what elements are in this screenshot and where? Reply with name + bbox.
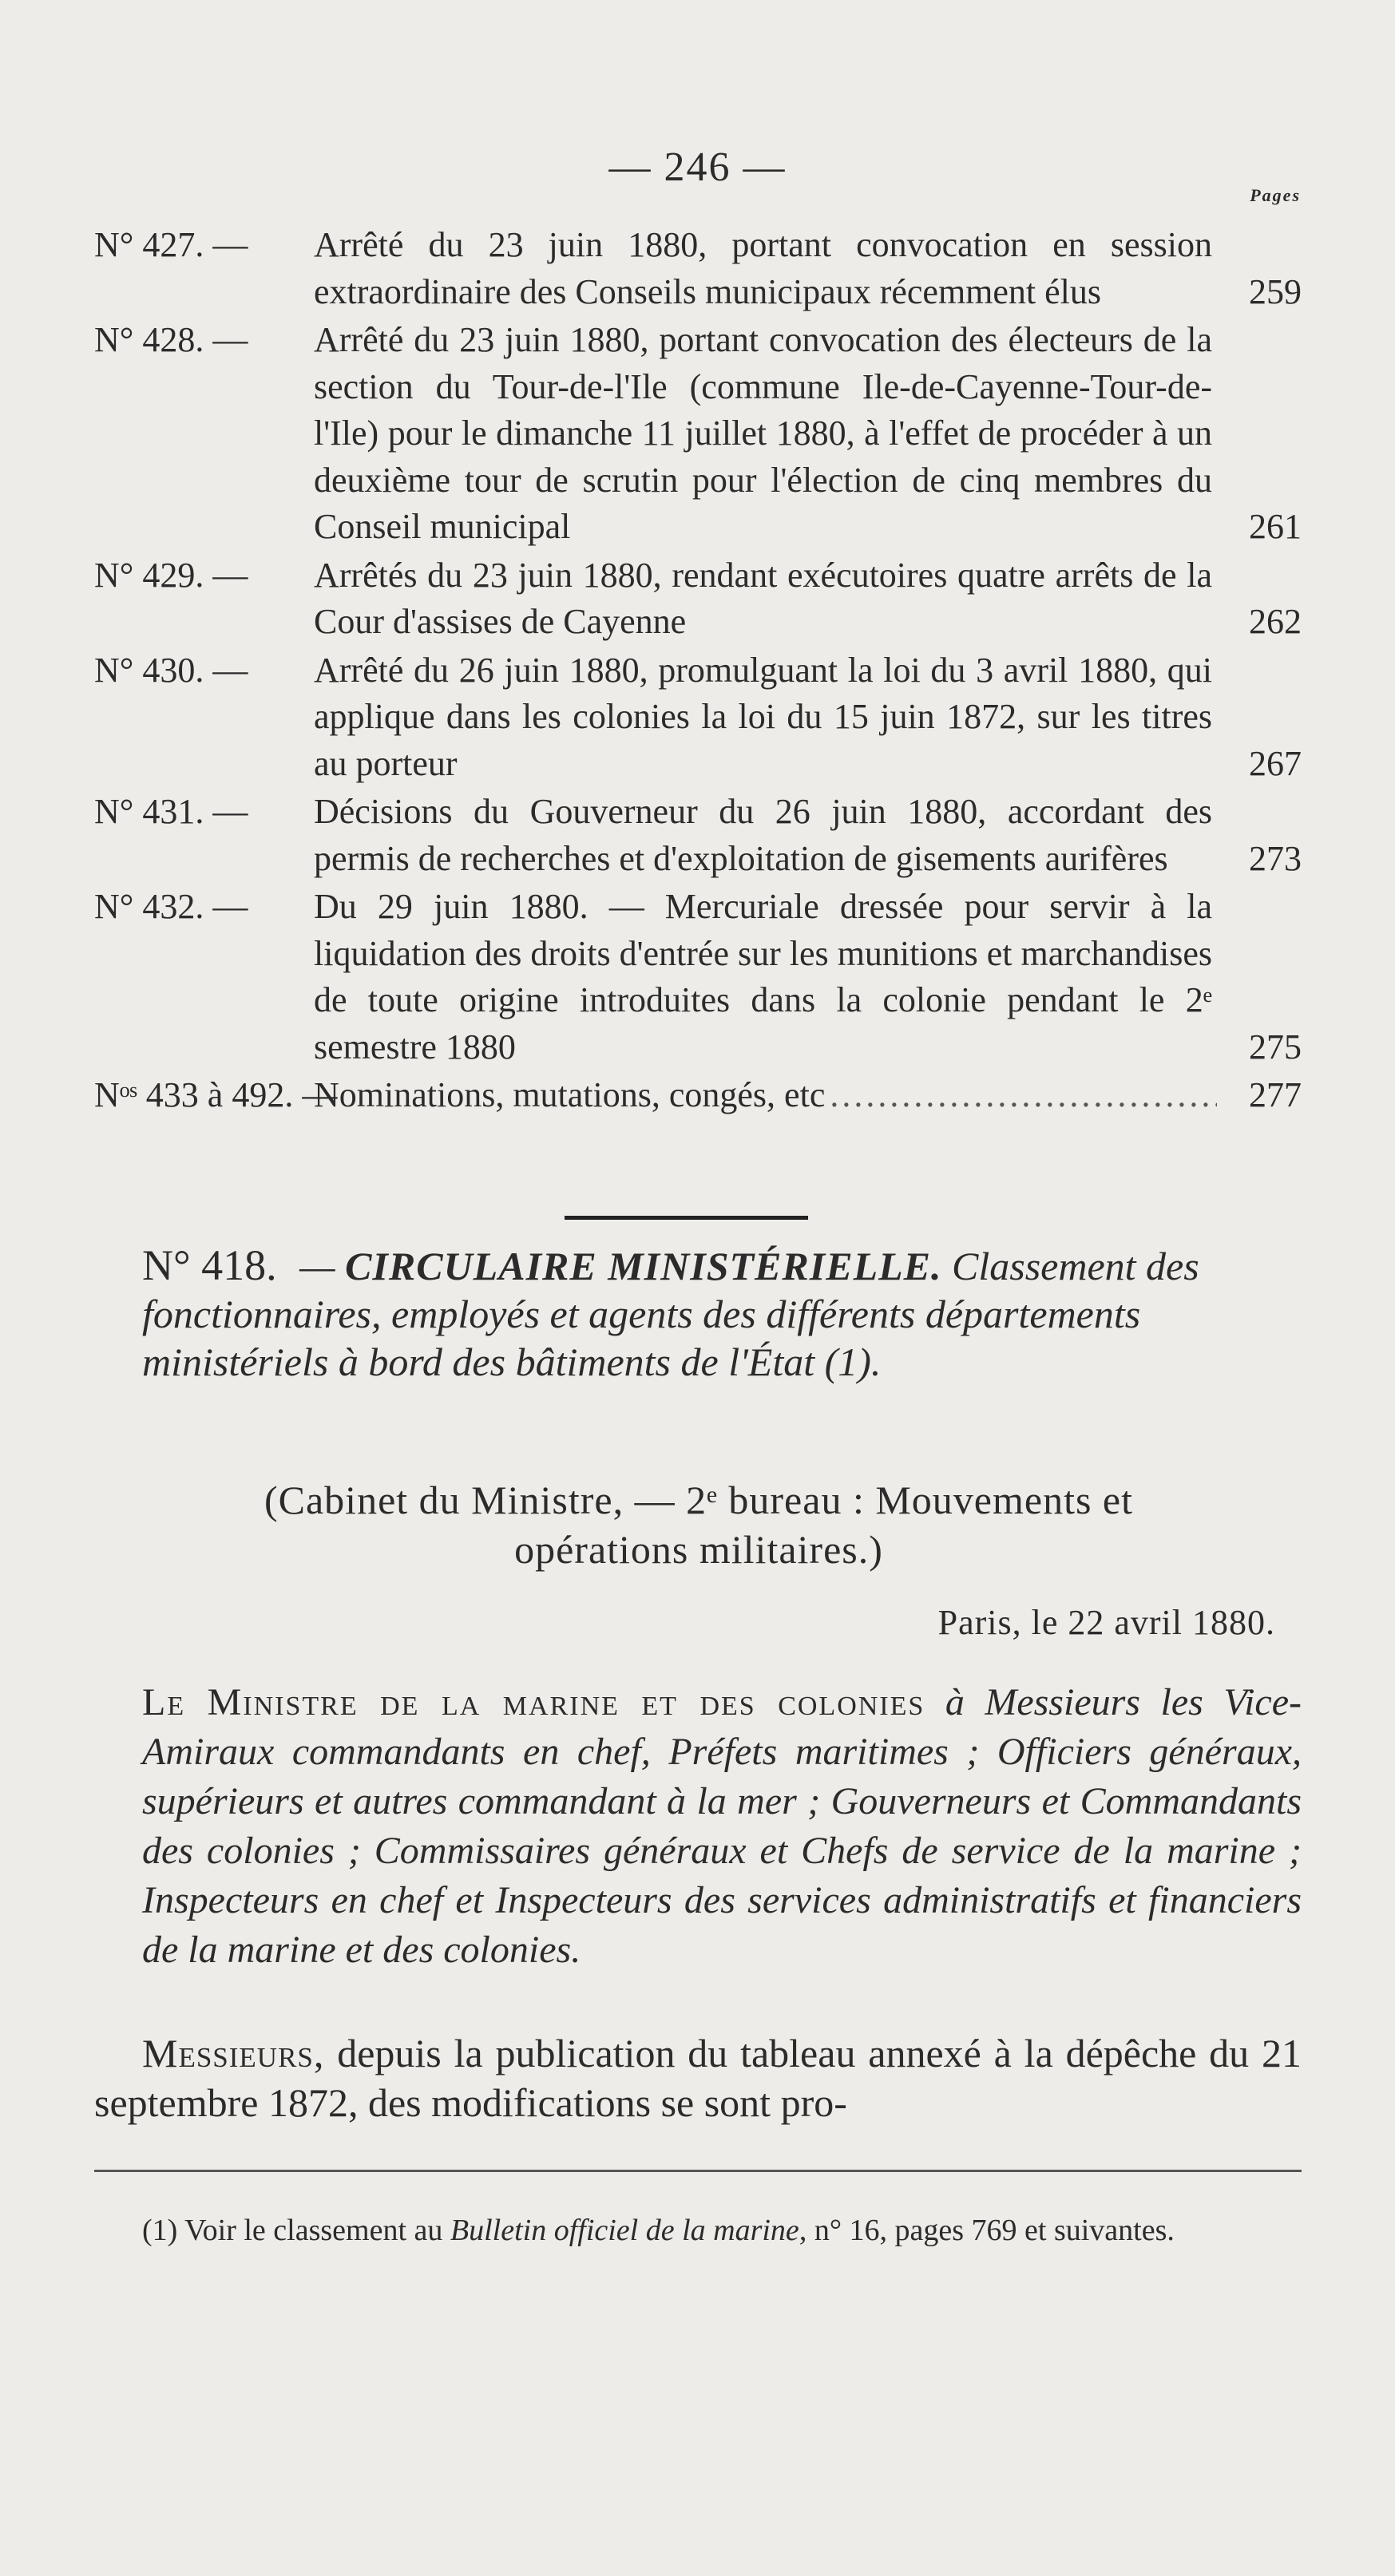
toc-entry bbox=[94, 552, 1302, 646]
body-text: depuis la publication du tableau annexé à la dépêche du 21 septembre 1872, des modifications se sont pro- bbox=[94, 2031, 1302, 2125]
toc-entry bbox=[94, 789, 1302, 882]
toc-entry bbox=[94, 222, 1302, 315]
toc-entry-text: Arrêté du 23 juin 1880, portant convocation en session extraordinaire des Conseils municipaux récemment élus bbox=[314, 225, 1212, 311]
footnote-divider bbox=[94, 2170, 1302, 2172]
toc-entry-text: Arrêté du 26 juin 1880, promulguant la loi du 3 avril 1880, qui applique dans les colonies la loi du 15 juin 1872, sur les titres au porteur bbox=[314, 650, 1212, 783]
circular-title: CIRCULAIRE MINISTÉRIELLE. bbox=[345, 1244, 942, 1288]
toc-entry-page: 277 bbox=[1249, 1075, 1302, 1114]
pages-column-label: Pages bbox=[1250, 185, 1301, 205]
table-of-contents bbox=[94, 222, 1302, 1121]
toc-entry-text: Du 29 juin 1880. — Mercuriale dressée pour servir à la liquidation des droits d'entrée sur les munitions et marchandises de toute origine introduites dans la colonie pendant le 2ᵉ semestre 1880 bbox=[314, 887, 1212, 1066]
toc-entry-number: N° 427. — bbox=[94, 225, 248, 264]
address-block bbox=[142, 1678, 1302, 1975]
toc-entry-number: N° 429. — bbox=[94, 555, 248, 595]
toc-entry-page: 259 bbox=[1249, 271, 1302, 311]
toc-entry bbox=[94, 647, 1302, 788]
footnote-text-start: (1) Voir le classement au bbox=[142, 2214, 443, 2247]
toc-entry bbox=[94, 884, 1302, 1070]
toc-entry-number: N° 430. — bbox=[94, 650, 248, 690]
circular-subject: Classement des fonctionnaires, employés et agents des différents départements ministériels à bord des bâtiments de l'État (1). bbox=[142, 1244, 1199, 1384]
toc-entry-text: Arrêtés du 23 juin 1880, rendant exécutoires quatre arrêts de la Cour d'assises de Cayenne bbox=[314, 555, 1212, 641]
section-divider bbox=[565, 1216, 808, 1220]
toc-entry bbox=[94, 317, 1302, 551]
sender: Le Ministre de la marine et des colonies bbox=[142, 1681, 925, 1723]
toc-entry-text: Arrêté du 23 juin 1880, portant convocation des électeurs de la section du Tour-de-l'Ile (commune Ile-de-Cayenne-Tour-de-l'Ile) pour le dimanche 11 juillet 1880, à l'effet de procéder à un deuxième tour de scrutin pour l'élection de cinq membres du Conseil municipal bbox=[314, 320, 1212, 546]
toc-entry-page: 273 bbox=[1249, 838, 1302, 878]
toc-entry-number: N° 432. — bbox=[94, 887, 248, 926]
toc-entry-page: 267 bbox=[1249, 743, 1302, 783]
toc-entry-number: N° 431. — bbox=[94, 792, 248, 831]
issuing-office: (Cabinet du Ministre, — 2ᵉ bureau : Mouvements et opérations militaires.) bbox=[264, 1478, 1133, 1572]
toc-entry-page: 261 bbox=[1249, 507, 1302, 546]
toc-entry-page: 262 bbox=[1249, 602, 1302, 641]
toc-entry-text: Décisions du Gouverneur du 26 juin 1880, accordant des permis de recherches et d'exploitation de gisements aurifères bbox=[314, 792, 1212, 878]
toc-entry-number: Nᵒˢ 433 à 492. — bbox=[94, 1075, 338, 1114]
dateline: Paris, le 22 avril 1880. bbox=[937, 1603, 1275, 1642]
recipients: à Messieurs les Vice-Amiraux commandants en chef, Préfets maritimes ; Officiers généraux, supérieurs et autres commandant à la mer ; Gouverneurs et Commandants des colonies ; Commissaires généraux et Chefs de service de la marine ; Inspecteurs en chef et Inspecteurs des services administratifs et financiers de la marine et des colonies. bbox=[142, 1681, 1302, 1971]
toc-entry-page: 275 bbox=[1249, 1027, 1302, 1066]
footnote bbox=[94, 2211, 1302, 2250]
page-number: — 246 — bbox=[608, 144, 787, 190]
toc-entry bbox=[94, 1072, 1302, 1119]
footnote-text-end: , n° 16, pages 769 et suivantes. bbox=[799, 2214, 1175, 2247]
circular-heading bbox=[142, 1241, 1302, 1386]
toc-entry-number: N° 428. — bbox=[94, 320, 248, 359]
circular-heading-dash: — bbox=[299, 1244, 335, 1288]
circular-number: N° 418. bbox=[142, 1241, 277, 1289]
toc-entry-text: Nominations, mutations, congés, etc bbox=[314, 1075, 826, 1114]
salutation: Messieurs, bbox=[142, 2031, 325, 2075]
footnote-publication: Bulletin officiel de la marine bbox=[450, 2214, 799, 2247]
body-paragraph bbox=[94, 2028, 1302, 2127]
